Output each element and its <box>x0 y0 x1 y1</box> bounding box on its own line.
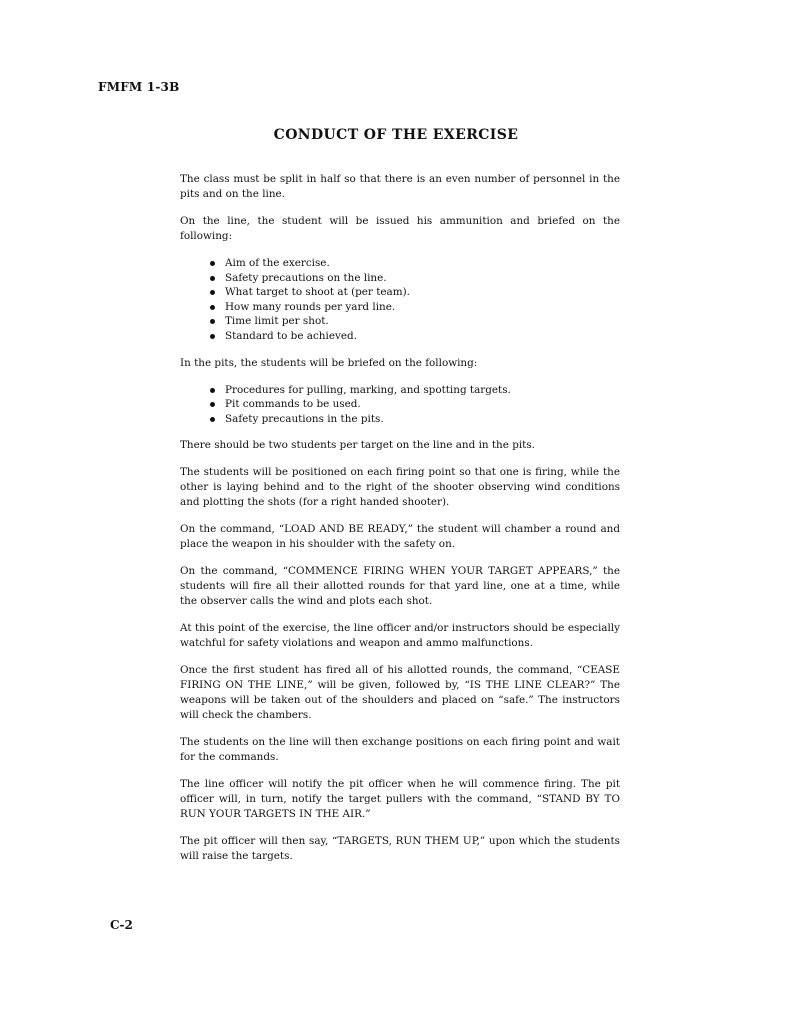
page-number: C-2 <box>110 918 133 932</box>
list-item: Pit commands to be used. <box>210 397 620 412</box>
pit-brief-intro: In the pits, the students will be briefed on the following: <box>180 356 478 369</box>
intro-paragraph: The class must be split in half so that there is an even number of personnel in the pits and on the line. <box>180 173 620 200</box>
line-brief-intro: On the line, the student will be issued his ammunition and briefed on the following: <box>180 215 620 242</box>
paragraph: The students on the line will then exchange positions on each firing point and wait for the commands. <box>180 736 620 764</box>
paragraph: The students will be positioned on each firing point so that one is firing, while the other is laying behind and to the right of the shooter observing wind conditions and plotting the shots (for a right handed shooter). <box>180 466 620 509</box>
paragraph: The pit officer will then say, “TARGETS, RUN THEM UP,” upon which the students will raise the targets. <box>180 835 620 863</box>
list-item: Safety precautions in the pits. <box>210 412 620 427</box>
list-item: Aim of the exercise. <box>210 256 620 271</box>
list-item: Safety precautions on the line. <box>210 271 620 286</box>
document-body <box>180 172 620 876</box>
paragraph: On the command, “COMMENCE FIRING WHEN YOUR TARGET APPEARS,” the students will fire all their allotted rounds for that yard line, one at a time, while the observer calls the wind and plots each shot. <box>180 565 620 608</box>
list-item: Procedures for pulling, marking, and spotting targets. <box>210 383 620 398</box>
paragraph: Once the first student has fired all of his allotted rounds, the command, “CEASE FIRING ON THE LINE,” will be given, followed by, “IS THE LINE CLEAR?” The weapons will be taken out of the shoulders and placed on “safe.” The instructors will check the chambers. <box>180 664 620 722</box>
line-brief-list <box>180 256 620 344</box>
paragraph: On the command, “LOAD AND BE READY,” the student will chamber a round and place the weapon in his shoulder with the safety on. <box>180 523 620 551</box>
pit-brief-list <box>180 383 620 427</box>
list-item: How many rounds per yard line. <box>210 300 620 315</box>
paragraph: There should be two students per target on the line and in the pits. <box>180 439 535 452</box>
list-item: Time limit per shot. <box>210 314 620 329</box>
page-title: CONDUCT OF THE EXERCISE <box>273 127 519 143</box>
list-item: What target to shoot at (per team). <box>210 285 620 300</box>
paragraph: At this point of the exercise, the line officer and/or instructors should be especially watchful for safety violations and weapon and ammo malfunctions. <box>180 622 620 650</box>
list-item: Standard to be achieved. <box>210 329 620 344</box>
paragraph: The line officer will notify the pit officer when he will commence firing. The pit officer will, in turn, notify the target pullers with the command, “STAND BY TO RUN YOUR TARGETS IN THE AIR.” <box>180 778 620 821</box>
document-code: FMFM 1-3B <box>98 80 180 94</box>
